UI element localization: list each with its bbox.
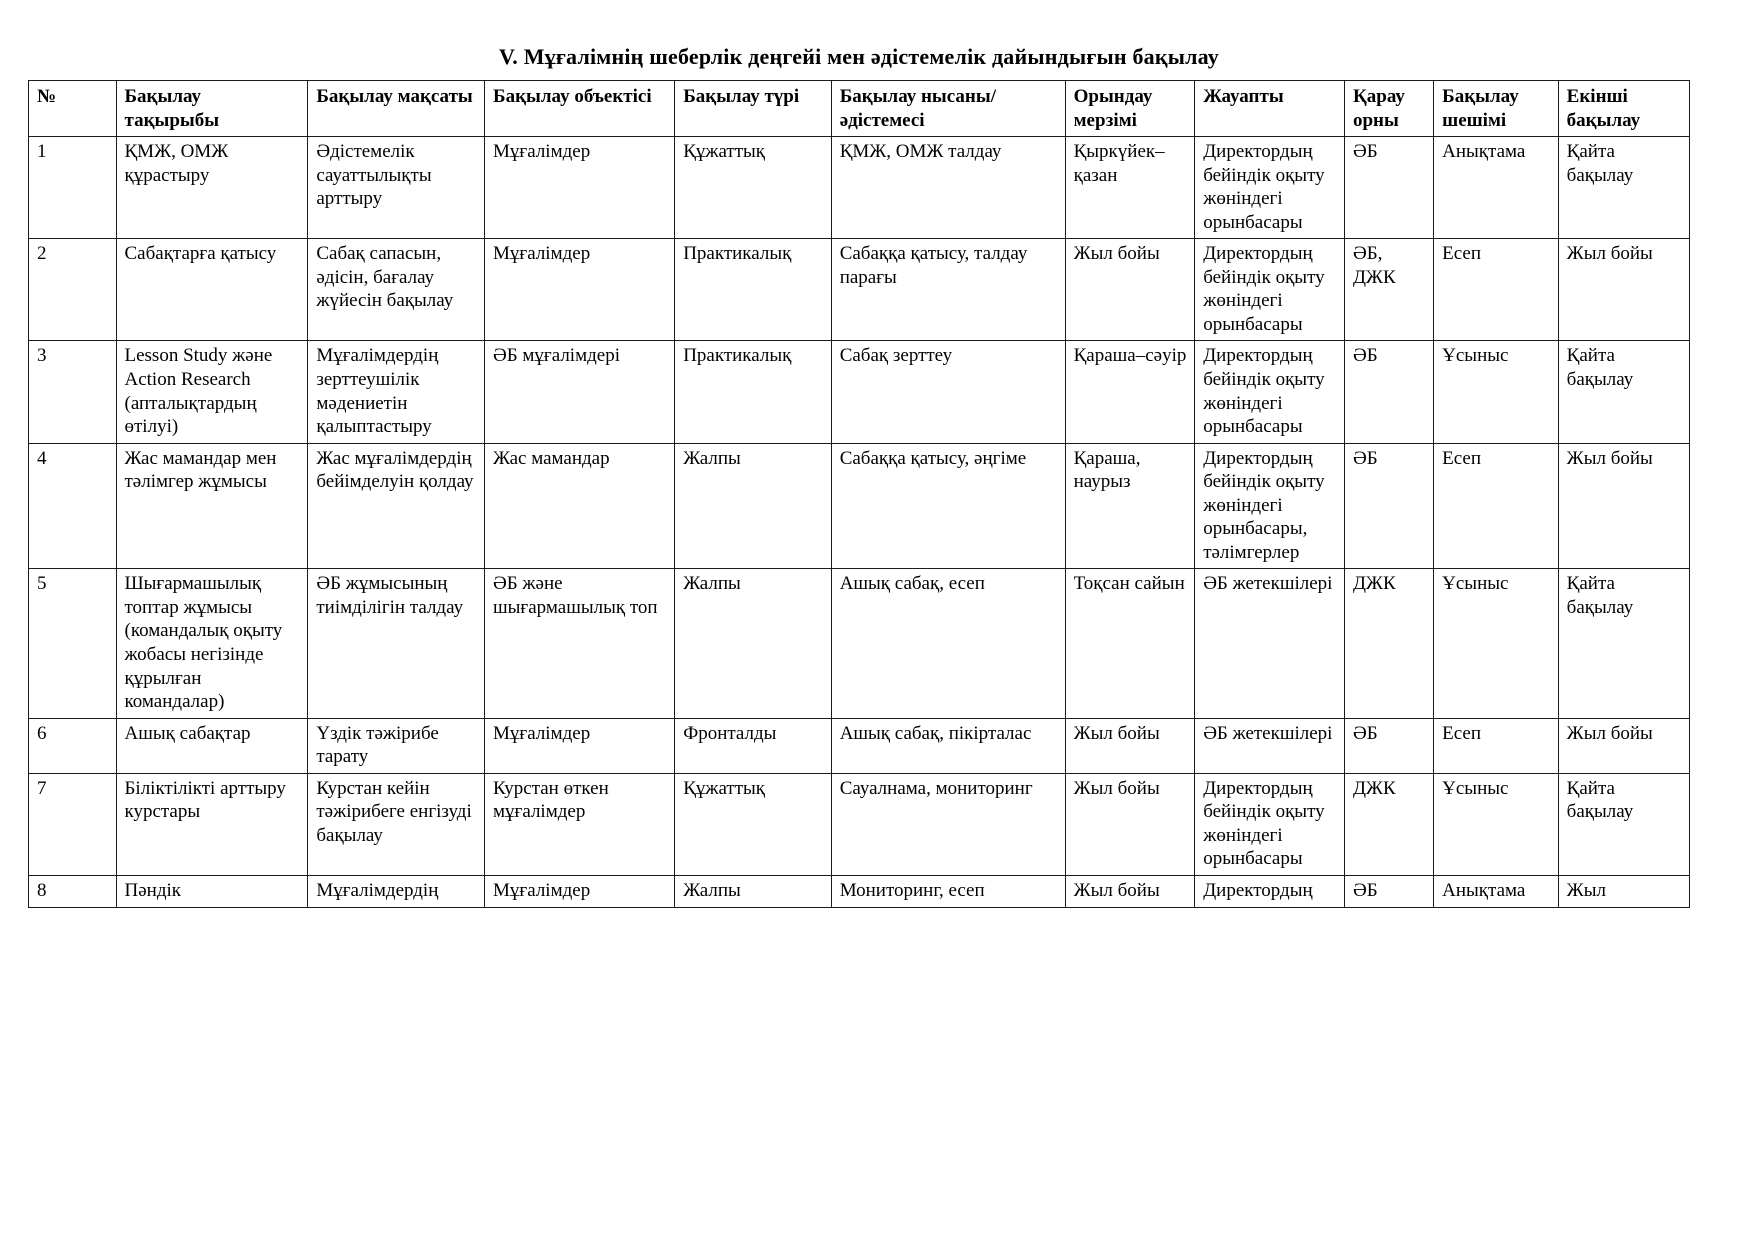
table-cell: Сабаққа қатысу, әңгіме [831, 443, 1065, 569]
column-header: Бақылау объектісі [485, 81, 675, 137]
table-cell: Мұғалімдер [485, 239, 675, 341]
table-cell: Сабақ зерттеу [831, 341, 1065, 443]
table-cell: ӘБ [1344, 718, 1433, 773]
table-cell: Жас мұғалімдердің бейімделуін қолдау [308, 443, 485, 569]
table-row [29, 773, 1690, 875]
table-cell: ӘБ [1344, 341, 1433, 443]
table-cell: Ұсыныс [1434, 341, 1559, 443]
table-cell: Сабақ сапасын, әдісін, бағалау жүйесін бақылау [308, 239, 485, 341]
table-cell: ДЖК [1344, 773, 1433, 875]
table-cell: Жас мамандар мен тәлімгер жұмысы [116, 443, 308, 569]
table-cell: Қайта бақылау [1558, 773, 1689, 875]
table-cell: Жыл бойы [1065, 239, 1195, 341]
table-cell: Әдістемелік сауаттылықты арттыру [308, 137, 485, 239]
table-row [29, 718, 1690, 773]
table-cell: 4 [29, 443, 117, 569]
table-row [29, 875, 1690, 907]
table-cell: Жыл бойы [1065, 773, 1195, 875]
table-cell: 8 [29, 875, 117, 907]
table-cell: Жыл бойы [1558, 239, 1689, 341]
table-cell: Мониторинг, есеп [831, 875, 1065, 907]
column-header: Бақылау мақсаты [308, 81, 485, 137]
table-row [29, 443, 1690, 569]
table-cell: Lesson Study және Action Research (апталықтардың өтілуі) [116, 341, 308, 443]
table-cell: Ашық сабақтар [116, 718, 308, 773]
table-cell: Жыл бойы [1065, 875, 1195, 907]
column-header: Жауапты [1195, 81, 1345, 137]
table-cell: Жалпы [675, 569, 832, 718]
table-cell: ӘБ, ДЖК [1344, 239, 1433, 341]
table-cell: Пәндік [116, 875, 308, 907]
table-cell: Ашық сабақ, есеп [831, 569, 1065, 718]
table-cell: Біліктілікті арттыру курстары [116, 773, 308, 875]
column-header: Қарау орны [1344, 81, 1433, 137]
table-cell: ӘБ [1344, 443, 1433, 569]
table-cell: ӘБ жұмысының тиімділігін талдау [308, 569, 485, 718]
table-cell: ӘБ мұғалімдері [485, 341, 675, 443]
table-row [29, 137, 1690, 239]
table-cell: Курстан кейін тәжірибеге енгізуді бақылау [308, 773, 485, 875]
table-cell: Сабақтарға қатысу [116, 239, 308, 341]
table-cell: Тоқсан сайын [1065, 569, 1195, 718]
column-header: № [29, 81, 117, 137]
table-cell: Практикалық [675, 239, 832, 341]
table-cell: 5 [29, 569, 117, 718]
table-cell: ӘБ жетекшілері [1195, 569, 1345, 718]
table-cell: Құжаттық [675, 773, 832, 875]
table-cell: 6 [29, 718, 117, 773]
table-cell: Фронталды [675, 718, 832, 773]
header-row [29, 81, 1690, 137]
table-cell: ҚМЖ, ОМЖ талдау [831, 137, 1065, 239]
column-header: Бақылау шешімі [1434, 81, 1559, 137]
observation-table [28, 80, 1690, 908]
column-header: Бақылау нысаны/әдістемесі [831, 81, 1065, 137]
table-cell: Қайта бақылау [1558, 137, 1689, 239]
column-header: Екінші бақылау [1558, 81, 1689, 137]
table-cell: Директордың бейіндік оқыту жөніндегі орынбасары, тәлімгерлер [1195, 443, 1345, 569]
column-header: Бақылау тақырыбы [116, 81, 308, 137]
table-cell: Ашық сабақ, пікірталас [831, 718, 1065, 773]
table-cell: Директордың бейіндік оқыту жөніндегі орынбасары [1195, 239, 1345, 341]
column-header: Бақылау түрі [675, 81, 832, 137]
table-cell: Есеп [1434, 443, 1559, 569]
table-cell: ӘБ [1344, 137, 1433, 239]
table-cell: 7 [29, 773, 117, 875]
table-cell: Жас мамандар [485, 443, 675, 569]
table-cell: Шығармашылық топтар жұмысы (командалық оқыту жобасы негізінде құрылған командалар) [116, 569, 308, 718]
table-cell: Сабаққа қатысу, талдау парағы [831, 239, 1065, 341]
table-body [29, 137, 1690, 907]
table-cell: Қыркүйек–қазан [1065, 137, 1195, 239]
table-cell: Мұғалімдер [485, 718, 675, 773]
table-cell: 2 [29, 239, 117, 341]
table-cell: Қайта бақылау [1558, 341, 1689, 443]
page-title: V. Мұғалімнің шеберлік деңгейі мен әдістемелік дайындығын бақылау [499, 44, 1219, 69]
table-cell: Жыл [1558, 875, 1689, 907]
table-cell: Ұсыныс [1434, 569, 1559, 718]
table-row [29, 341, 1690, 443]
table-cell: Ұсыныс [1434, 773, 1559, 875]
table-cell: Қайта бақылау [1558, 569, 1689, 718]
table-cell: 3 [29, 341, 117, 443]
table-row [29, 569, 1690, 718]
table-cell: Үздік тәжірибе тарату [308, 718, 485, 773]
table-cell: Мұғалімдердің зерттеушілік мәдениетін қалыптастыру [308, 341, 485, 443]
table-cell: Практикалық [675, 341, 832, 443]
table-cell: Директордың [1195, 875, 1345, 907]
table-cell: Жыл бойы [1558, 718, 1689, 773]
table-cell: Есеп [1434, 718, 1559, 773]
table-cell: Мұғалімдер [485, 875, 675, 907]
table-cell: ӘБ және шығармашылық топ [485, 569, 675, 718]
table-cell: Қараша–сәуір [1065, 341, 1195, 443]
table-cell: Курстан өткен мұғалімдер [485, 773, 675, 875]
table-cell: Есеп [1434, 239, 1559, 341]
table-cell: Қараша, наурыз [1065, 443, 1195, 569]
table-cell: Жалпы [675, 443, 832, 569]
table-cell: Жыл бойы [1558, 443, 1689, 569]
table-cell: ӘБ жетекшілері [1195, 718, 1345, 773]
table-cell: Құжаттық [675, 137, 832, 239]
column-header: Орындау мерзімі [1065, 81, 1195, 137]
table-cell: ӘБ [1344, 875, 1433, 907]
table-cell: ДЖК [1344, 569, 1433, 718]
table-cell: Жалпы [675, 875, 832, 907]
table-cell: ҚМЖ, ОМЖ құрастыру [116, 137, 308, 239]
table-cell: 1 [29, 137, 117, 239]
table-cell: Жыл бойы [1065, 718, 1195, 773]
table-cell: Мұғалімдер [485, 137, 675, 239]
table-cell: Директордың бейіндік оқыту жөніндегі орынбасары [1195, 137, 1345, 239]
table-cell: Мұғалімдердің [308, 875, 485, 907]
table-cell: Директордың бейіндік оқыту жөніндегі орынбасары [1195, 341, 1345, 443]
table-cell: Сауалнама, мониторинг [831, 773, 1065, 875]
table-row [29, 239, 1690, 341]
table-cell: Анықтама [1434, 875, 1559, 907]
table-cell: Анықтама [1434, 137, 1559, 239]
table-cell: Директордың бейіндік оқыту жөніндегі орынбасары [1195, 773, 1345, 875]
